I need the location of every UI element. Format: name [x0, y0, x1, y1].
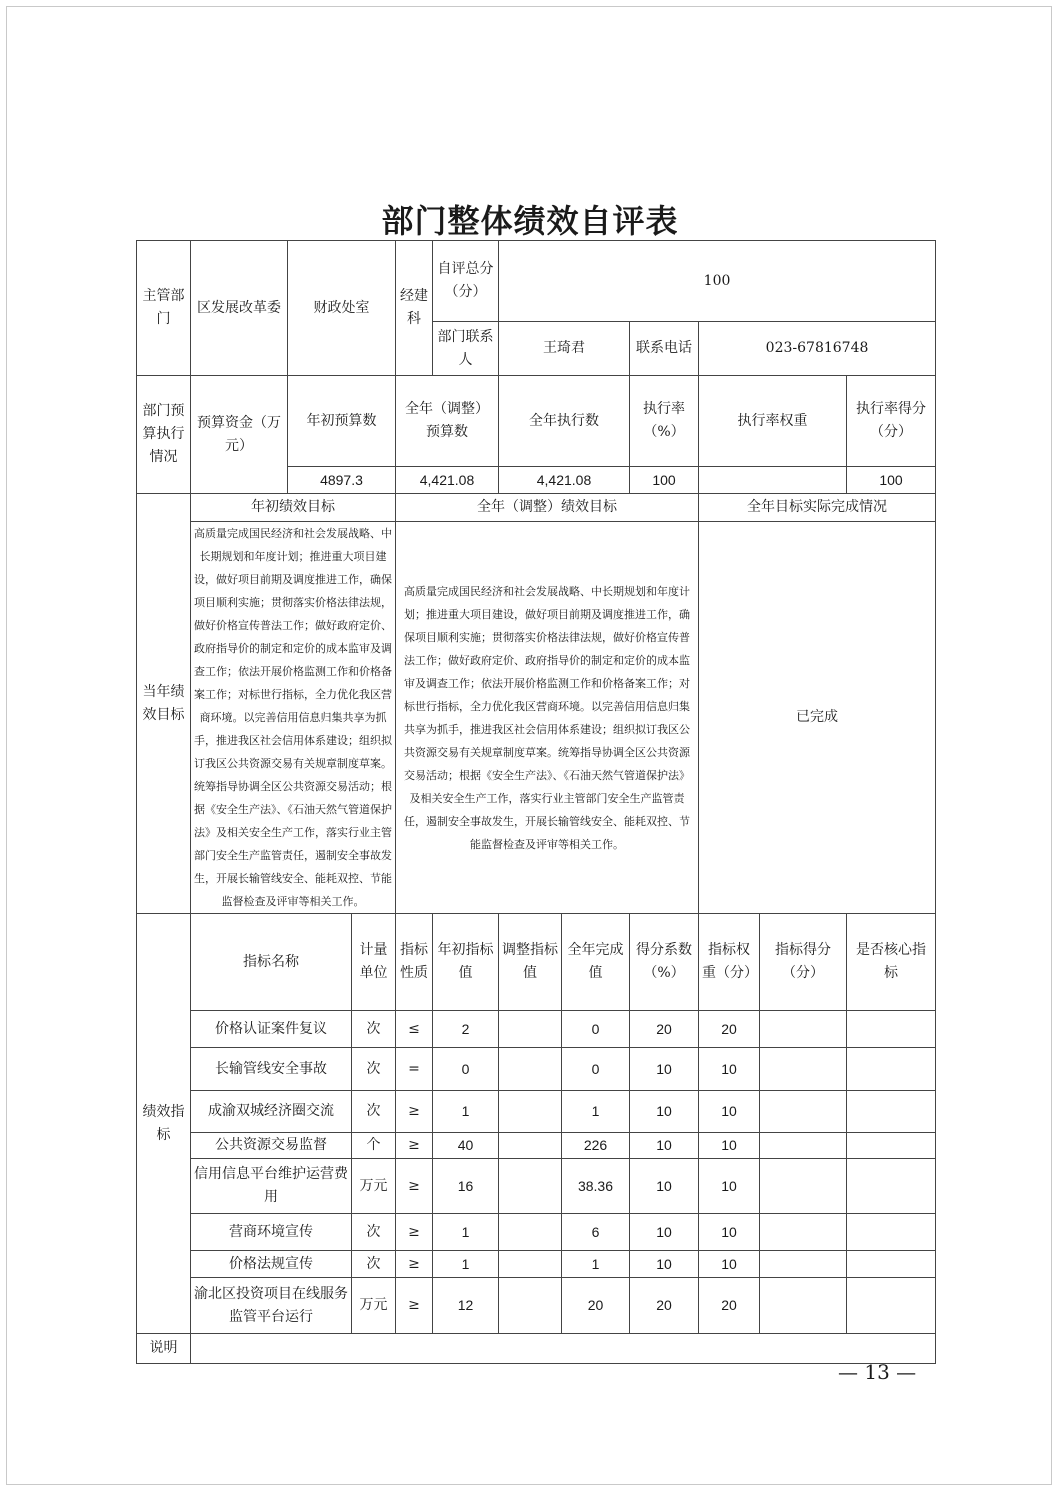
indicator-adjusted	[499, 1214, 562, 1251]
indicator-unit: 万元	[352, 1278, 396, 1334]
page-title: 部门整体绩效自评表	[381, 202, 679, 240]
indicator-adjusted	[499, 1159, 562, 1214]
indicator-name: 营商环境宣传	[191, 1214, 352, 1251]
indicator-name: 信用信息平台维护运营费用	[191, 1159, 352, 1214]
finance-office: 财政处室	[288, 241, 396, 376]
table-row	[137, 1251, 936, 1278]
indicator-unit: 次	[352, 1091, 396, 1133]
indicators-section-label: 绩效指标	[137, 914, 191, 1334]
indicator-core	[847, 1048, 936, 1091]
phone-label: 联系电话	[630, 322, 699, 376]
indicator-core	[847, 1159, 936, 1214]
budget-col-rate: 执行率（%）	[630, 376, 699, 467]
indicator-nature: ≥	[396, 1091, 433, 1133]
indicator-nature: ≤	[396, 1011, 433, 1048]
table-row	[137, 1159, 936, 1214]
indicator-header-unit: 计量单位	[352, 914, 396, 1011]
goals-section-label: 当年绩效目标	[137, 494, 191, 914]
indicator-completed: 20	[562, 1278, 630, 1334]
indicator-score	[760, 1133, 847, 1159]
goals-adjusted-text: 高质量完成国民经济和社会发展战略、中长期规划和年度计划；推进重大项目建设，做好项目前期及调度推进工作，确保项目顺利实施；贯彻落实价格法律法规，做好价格宣传普法工作；做好政府定价、政府指导价的制定和定价的成本监审及调查工作；依法开展价格监测工作和价格备案工作；对标世行指标，全力优化我区营商环境。以完善信用信息归集共享为抓手，推进我区社会信用体系建设；组织拟订我区公共资源交易有关规章制度草案。统筹指导协调全区公共资源交易活动；根据《安全生产法》、《石油天然气管道保护法》及相关安全生产工作，落实行业主管部门安全生产监管责任，遏制安全事故发生，开展长输管线安全、能耗双控、节能监督检查及评审等相关工作。	[396, 522, 699, 914]
indicator-core	[847, 1011, 936, 1048]
indicator-adjusted	[499, 1091, 562, 1133]
note-value	[191, 1334, 936, 1364]
budget-val-adjusted: 4,421.08	[396, 467, 499, 494]
indicator-score	[760, 1048, 847, 1091]
budget-col-executed: 全年执行数	[499, 376, 630, 467]
table-row	[137, 1091, 936, 1133]
phone-value: 023-67816748	[699, 322, 936, 376]
indicator-unit: 万元	[352, 1159, 396, 1214]
indicator-initial: 16	[433, 1159, 499, 1214]
indicator-header-completed: 全年完成值	[562, 914, 630, 1011]
indicator-nature: ≥	[396, 1133, 433, 1159]
indicator-name: 公共资源交易监督	[191, 1133, 352, 1159]
indicator-completed: 0	[562, 1011, 630, 1048]
indicator-header-core: 是否核心指标	[847, 914, 936, 1011]
budget-col-score: 执行率得分（分）	[847, 376, 936, 467]
finance-office-section: 经建科	[396, 241, 433, 376]
budget-val-initial: 4897.3	[288, 467, 396, 494]
indicator-weight: 10	[699, 1214, 760, 1251]
indicator-weight: 10	[699, 1048, 760, 1091]
goals-col-initial: 年初绩效目标	[191, 494, 396, 522]
indicator-coefficient: 20	[630, 1011, 699, 1048]
indicator-completed: 38.36	[562, 1159, 630, 1214]
indicator-header-name: 指标名称	[191, 914, 352, 1011]
note-label: 说明	[137, 1334, 191, 1364]
table-row	[137, 1214, 936, 1251]
indicator-score	[760, 1214, 847, 1251]
indicator-nature: ≥	[396, 1251, 433, 1278]
indicator-score	[760, 1278, 847, 1334]
evaluation-form-table	[136, 240, 936, 1364]
indicator-coefficient: 10	[630, 1133, 699, 1159]
page-number: — 13 —	[838, 1360, 917, 1384]
budget-section-label: 部门预算执行情况	[137, 376, 191, 494]
indicator-header-initial: 年初指标值	[433, 914, 499, 1011]
indicator-completed: 226	[562, 1133, 630, 1159]
indicator-core	[847, 1214, 936, 1251]
indicator-nature: ≥	[396, 1278, 433, 1334]
goals-actual-text: 已完成	[699, 522, 936, 914]
budget-val-score: 100	[847, 467, 936, 494]
indicator-header-score: 指标得分（分）	[760, 914, 847, 1011]
indicator-completed: 0	[562, 1048, 630, 1091]
indicator-completed: 1	[562, 1091, 630, 1133]
indicator-completed: 1	[562, 1251, 630, 1278]
indicator-score	[760, 1091, 847, 1133]
indicator-header-weight: 指标权重（分）	[699, 914, 760, 1011]
indicator-coefficient: 10	[630, 1048, 699, 1091]
indicator-coefficient: 10	[630, 1214, 699, 1251]
budget-val-weight	[699, 467, 847, 494]
indicator-name: 成渝双城经济圈交流	[191, 1091, 352, 1133]
indicator-weight: 20	[699, 1011, 760, 1048]
indicator-unit: 个	[352, 1133, 396, 1159]
budget-col-initial: 年初预算数	[288, 376, 396, 467]
indicator-adjusted	[499, 1048, 562, 1091]
indicator-name: 价格法规宣传	[191, 1251, 352, 1278]
indicator-core	[847, 1251, 936, 1278]
table-row	[137, 1278, 936, 1334]
indicator-unit: 次	[352, 1011, 396, 1048]
contact-label: 部门联系人	[433, 322, 499, 376]
indicator-initial: 0	[433, 1048, 499, 1091]
indicator-core	[847, 1091, 936, 1133]
indicator-header-adjusted: 调整指标值	[499, 914, 562, 1011]
indicator-adjusted	[499, 1278, 562, 1334]
budget-val-rate: 100	[630, 467, 699, 494]
indicator-coefficient: 20	[630, 1278, 699, 1334]
indicator-score	[760, 1011, 847, 1048]
indicator-unit: 次	[352, 1214, 396, 1251]
indicator-weight: 10	[699, 1133, 760, 1159]
indicator-unit: 次	[352, 1048, 396, 1091]
indicator-coefficient: 10	[630, 1091, 699, 1133]
indicator-initial: 1	[433, 1251, 499, 1278]
indicator-initial: 1	[433, 1091, 499, 1133]
budget-col-weight: 执行率权重	[699, 376, 847, 467]
indicator-weight: 10	[699, 1091, 760, 1133]
indicator-unit: 次	[352, 1251, 396, 1278]
table-row	[137, 1011, 936, 1048]
indicator-name: 长输管线安全事故	[191, 1048, 352, 1091]
indicator-completed: 6	[562, 1214, 630, 1251]
indicator-header-nature: 指标性质	[396, 914, 433, 1011]
indicator-nature: =	[396, 1048, 433, 1091]
goals-initial-text: 高质量完成国民经济和社会发展战略、中长期规划和年度计划；推进重大项目建设，做好项目前期及调度推进工作，确保项目顺利实施；贯彻落实价格法律法规，做好价格宣传普法工作；做好政府定价、政府指导价的制定和定价的成本监审及调查工作；依法开展价格监测工作和价格备案工作；对标世行指标，全力优化我区营商环境。以完善信用信息归集共享为抓手，推进我区社会信用体系建设；组织拟订我区公共资源交易有关规章制度草案。统筹指导协调全区公共资源交易活动；根据《安全生产法》、《石油天然气管道保护法》及相关安全生产工作，落实行业主管部门安全生产监管责任，遏制安全事故发生，开展长输管线安全、能耗双控、节能监督检查及评审等相关工作。	[191, 522, 396, 914]
table-row	[137, 1133, 936, 1159]
goals-col-actual: 全年目标实际完成情况	[699, 494, 936, 522]
indicator-name: 价格认证案件复议	[191, 1011, 352, 1048]
goals-col-adjusted: 全年（调整）绩效目标	[396, 494, 699, 522]
indicator-core	[847, 1278, 936, 1334]
dept-label: 主管部门	[137, 241, 191, 376]
self-score-total-value: 100	[499, 241, 936, 322]
indicator-coefficient: 10	[630, 1159, 699, 1214]
indicator-score	[760, 1159, 847, 1214]
indicator-initial: 2	[433, 1011, 499, 1048]
budget-val-executed: 4,421.08	[499, 467, 630, 494]
budget-funds-label: 预算资金（万元）	[191, 376, 288, 494]
indicator-name: 渝北区投资项目在线服务监管平台运行	[191, 1278, 352, 1334]
indicator-initial: 1	[433, 1214, 499, 1251]
indicator-weight: 20	[699, 1278, 760, 1334]
indicator-nature: ≥	[396, 1214, 433, 1251]
indicator-core	[847, 1133, 936, 1159]
indicator-header-coefficient: 得分系数（%）	[630, 914, 699, 1011]
dept-name: 区发展改革委	[191, 241, 288, 376]
indicator-adjusted	[499, 1133, 562, 1159]
indicator-coefficient: 10	[630, 1251, 699, 1278]
indicator-nature: ≥	[396, 1159, 433, 1214]
indicator-initial: 40	[433, 1133, 499, 1159]
indicator-adjusted	[499, 1251, 562, 1278]
contact-name: 王琦君	[499, 322, 630, 376]
indicator-weight: 10	[699, 1251, 760, 1278]
indicator-adjusted	[499, 1011, 562, 1048]
indicator-score	[760, 1251, 847, 1278]
table-row	[137, 1048, 936, 1091]
indicator-weight: 10	[699, 1159, 760, 1214]
indicator-initial: 12	[433, 1278, 499, 1334]
budget-col-adjusted: 全年（调整）预算数	[396, 376, 499, 467]
self-score-total-label: 自评总分（分）	[433, 241, 499, 322]
